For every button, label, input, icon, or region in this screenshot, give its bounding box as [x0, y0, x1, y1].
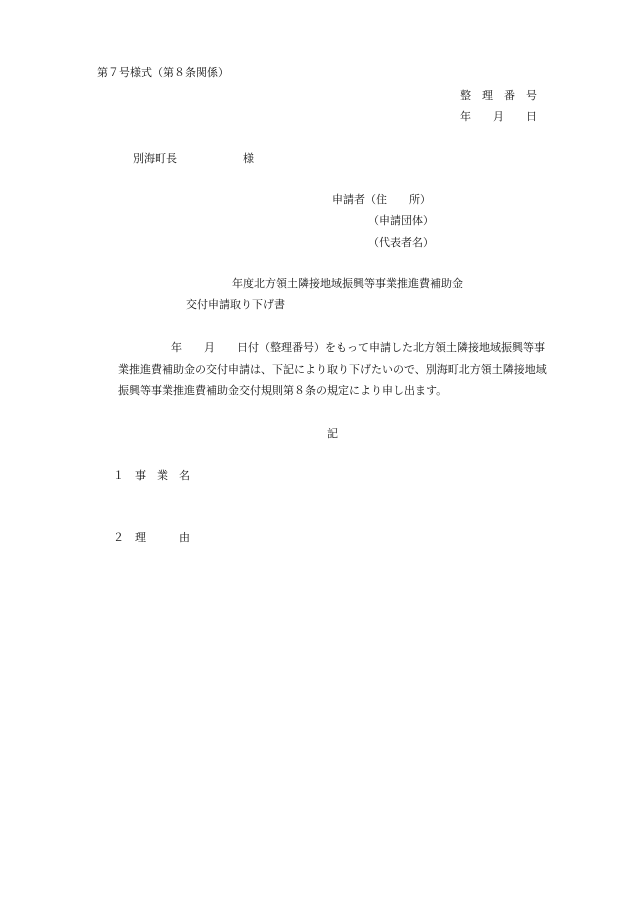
item-1-number: １	[113, 469, 124, 482]
record-heading: 記	[327, 427, 338, 440]
item-2-number: ２	[113, 531, 124, 544]
form-label: 第７号様式（第８条関係）	[97, 66, 229, 79]
body-text-line-3: 振興等事業推進費補助金交付規則第８条の規定により申し出ます。	[118, 384, 448, 397]
date-label: 年 月 日	[460, 110, 537, 123]
item-1-label: 事 業 名	[135, 469, 190, 482]
document-title-line-1: 年度北方領土隣接地域振興等事業推進費補助金	[232, 277, 463, 290]
body-text-line-2: 業推進費補助金の交付申請は、下記により取り下げたいので、別海町北方領土隣接地域	[118, 363, 547, 376]
applicant-representative-label: （代表者名）	[368, 236, 434, 249]
applicant-address-label: 申請者（住 所）	[332, 193, 431, 206]
body-text-line-1: 年 月 日付（整理番号）をもって申請した北方領土隣接地域振興等事	[171, 341, 545, 354]
document-title-line-2: 交付申請取り下げ書	[186, 298, 285, 311]
addressee: 別海町長 様	[133, 152, 254, 165]
applicant-organization-label: （申請団体）	[368, 214, 434, 227]
item-2-label: 理 由	[135, 531, 190, 544]
reference-number-label: 整 理 番 号	[460, 89, 537, 102]
